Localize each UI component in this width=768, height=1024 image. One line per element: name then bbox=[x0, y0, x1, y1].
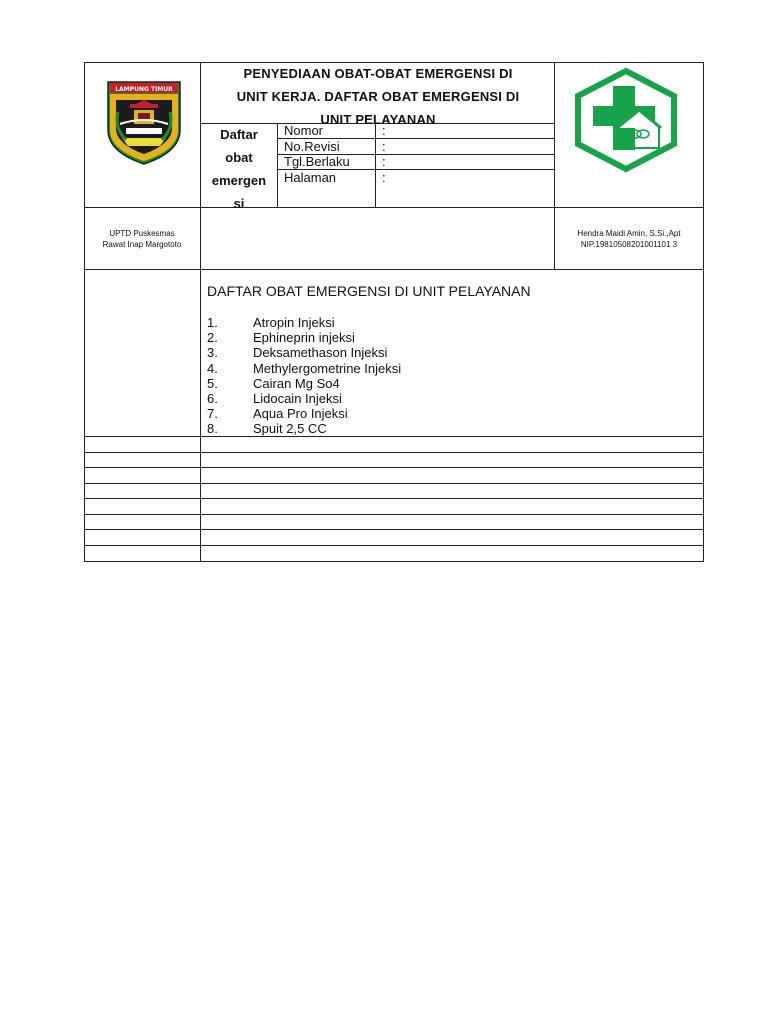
content-heading: DAFTAR OBAT EMERGENSI DI UNIT PELAYANAN bbox=[207, 283, 531, 299]
medicine-name: Spuit 2,5 CC bbox=[253, 421, 327, 437]
document-title-line: UNIT KERJA. DAFTAR OBAT EMERGENSI DI bbox=[236, 89, 520, 104]
medicine-number: 6. bbox=[207, 391, 218, 406]
lampung-timur-crest-logo bbox=[104, 78, 184, 171]
medicine-list-item bbox=[207, 421, 327, 436]
medicine-number: 7. bbox=[207, 406, 218, 422]
meta-label-revisi: No.Revisi bbox=[284, 139, 340, 154]
medicine-list-item bbox=[207, 361, 401, 376]
border-left bbox=[84, 62, 85, 562]
table-row-line bbox=[84, 545, 704, 546]
officer-nip: NIP.19810508201001101 3 bbox=[580, 240, 678, 249]
table-row-line bbox=[84, 529, 704, 530]
meta-label-tgl-berlaku: Tgl.Berlaku bbox=[284, 154, 350, 169]
document-label-line: Daftar bbox=[220, 127, 258, 142]
medicine-name: Ephineprin injeksi bbox=[253, 330, 355, 346]
medicine-number: 8. bbox=[207, 421, 218, 437]
institution-name bbox=[84, 228, 200, 250]
meta-value-halaman: : bbox=[382, 170, 386, 185]
document-title-line: PENYEDIAAN OBAT-OBAT EMERGENSI DI bbox=[243, 66, 513, 81]
medicine-name: Atropin Injeksi bbox=[253, 315, 335, 330]
meta-label-nomor: Nomor bbox=[284, 123, 324, 138]
medicine-list-item bbox=[207, 406, 348, 421]
institution-line: Rawat Inap Margototo bbox=[102, 240, 182, 249]
medicine-number: 2. bbox=[207, 330, 218, 346]
medicine-list-item bbox=[207, 376, 340, 391]
institution-line: UPTD Puskesmas bbox=[109, 229, 175, 238]
table-row-line bbox=[84, 483, 704, 484]
officer-signature bbox=[554, 228, 704, 250]
medicine-number: 5. bbox=[207, 375, 218, 391]
crest-banner-text: LAMPUNG TIMUR bbox=[115, 86, 173, 93]
meta-value-revisi: : bbox=[382, 139, 386, 154]
document-label-line: obat bbox=[225, 150, 253, 165]
medicine-name: Cairan Mg So4 bbox=[253, 375, 340, 391]
document-label bbox=[201, 123, 277, 215]
medicine-list-item bbox=[207, 391, 342, 406]
medicine-name: Aqua Pro Injeksi bbox=[253, 406, 348, 422]
officer-name: Hendra Maidi Amin, S.Si.,Apt bbox=[577, 229, 681, 238]
divider-header-bottom bbox=[84, 207, 704, 208]
table-row-line bbox=[84, 467, 704, 468]
medicine-name: Lidocain Injeksi bbox=[253, 391, 342, 406]
meta-value-tgl-berlaku: : bbox=[382, 154, 386, 169]
divider-meta-value bbox=[375, 123, 376, 207]
divider-signature-bottom bbox=[84, 269, 704, 270]
meta-label-halaman: Halaman bbox=[284, 170, 337, 185]
table-row-line bbox=[84, 514, 704, 515]
document-title bbox=[203, 62, 553, 131]
medicine-list-item bbox=[207, 330, 355, 345]
table-row-line bbox=[84, 498, 704, 499]
puskesmas-logo bbox=[573, 68, 679, 177]
meta-value-nomor: : bbox=[382, 123, 386, 138]
document-label-line: emergen bbox=[211, 173, 267, 188]
medicine-name: Deksamethason Injeksi bbox=[253, 345, 388, 361]
medicine-number: 1. bbox=[207, 315, 218, 330]
document-title-line: UNIT PELAYANAN bbox=[320, 112, 436, 127]
table-row-line bbox=[84, 452, 704, 453]
document-label-line: si bbox=[233, 196, 245, 211]
medicine-name: Methylergometrine Injeksi bbox=[253, 360, 402, 376]
medicine-list-item bbox=[207, 345, 387, 360]
table-row-line bbox=[84, 436, 704, 437]
document-form bbox=[84, 62, 704, 562]
border-right bbox=[703, 62, 704, 562]
medicine-number: 4. bbox=[207, 360, 218, 376]
medicine-list-item bbox=[207, 315, 335, 330]
border-bottom bbox=[84, 561, 704, 562]
divider-doc-label bbox=[277, 123, 278, 207]
medicine-number: 3. bbox=[207, 345, 218, 361]
